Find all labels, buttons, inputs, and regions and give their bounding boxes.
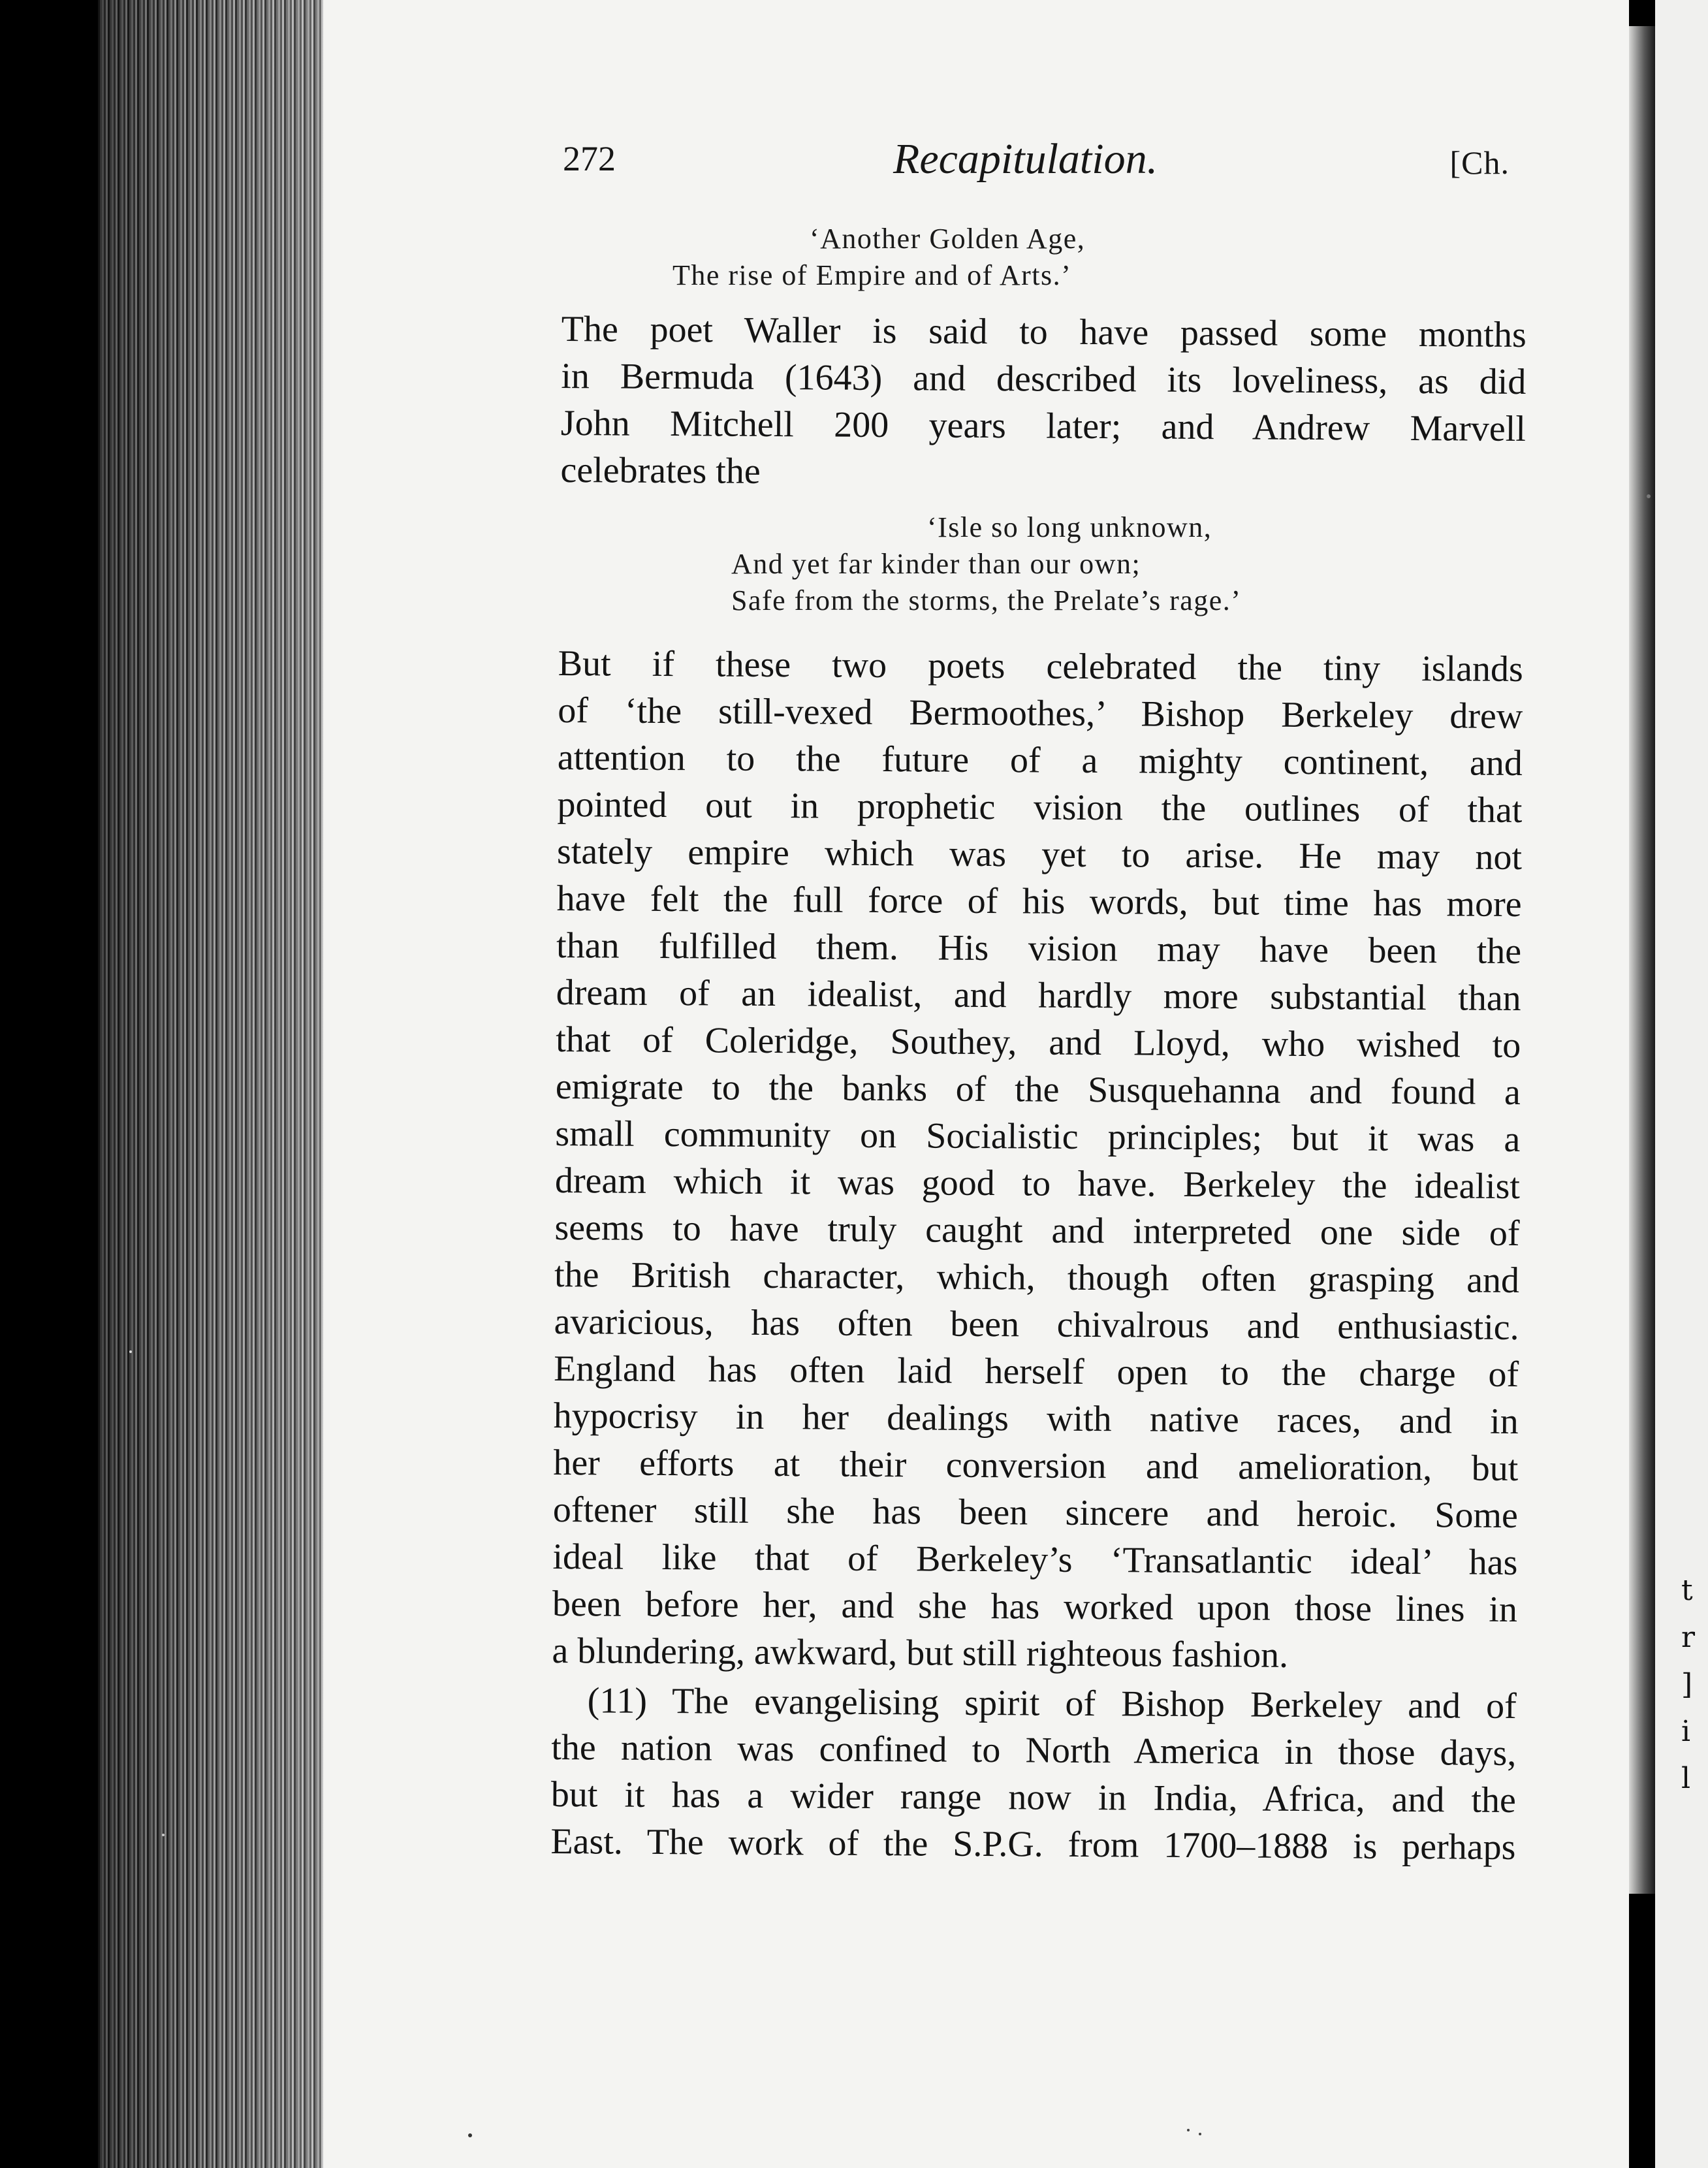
text-line: in Bermuda (1643) and described its loveliness, as did [561, 355, 1526, 403]
text-line: pointed out in prophetic vision the outlines of that [557, 784, 1523, 831]
text-line: ideal like that of Berkeley’s ‘Transatlantic ideal’ has [552, 1536, 1518, 1584]
text-line: East. The work of the S.P.G. from 1700–1888 is perhaps [550, 1821, 1516, 1868]
facing-fragment: ] [1681, 1668, 1693, 1701]
running-title: Recapitulation. [893, 135, 1158, 183]
text-line: the British character, which, though often grasping and [554, 1254, 1520, 1301]
text-line: the nation was confined to North America in those days, [551, 1727, 1517, 1774]
text-line: her efforts at their conversion and amelioration, but [553, 1442, 1519, 1490]
text-line: emigrate to the banks of the Susquehanna and found a [555, 1066, 1521, 1113]
text-line: seems to have truly caught and interpreted one side of [554, 1207, 1520, 1254]
text-line: avaricious, has often been chivalrous and enthusiastic. [554, 1301, 1519, 1348]
page-number: 272 [563, 139, 616, 178]
text-line: a blundering, awkward, but still righteous fashion. [552, 1630, 1289, 1676]
facing-fragment: l [1681, 1762, 1691, 1795]
verse-line: ‘Isle so long unknown, [927, 511, 1212, 543]
text-line: that of Coleridge, Southey, and Lloyd, who wished to [556, 1019, 1521, 1066]
facing-page-text-fragments [1681, 1567, 1701, 1894]
text-line: have felt the full force of his words, but time has more [556, 878, 1522, 925]
verse-line: And yet far kinder than our own; [731, 548, 1141, 580]
text-line: The poet Waller is said to have passed some months [561, 308, 1526, 356]
facing-fragment: r [1681, 1621, 1696, 1654]
paragraph-berkeley [552, 640, 1523, 1680]
text-line: been before her, and she has worked upon those lines in [552, 1583, 1518, 1631]
text-line: (11) The evangelising spirit of Bishop Berkeley and of [587, 1680, 1517, 1727]
verse-quote-golden-age [672, 221, 1086, 294]
verse-line: ‘Another Golden Age, [810, 223, 1086, 255]
text-line: of ‘the still-vexed Bermoothes,’ Bishop Berkeley drew [558, 690, 1523, 737]
book-gutter [1629, 26, 1655, 1894]
paragraph-evangelising [550, 1677, 1517, 1871]
text-line: dream of an idealist, and hardly more substantial than [556, 972, 1521, 1019]
facing-fragment: i [1681, 1715, 1691, 1748]
text-line: but it has a wider range now in India, Africa, and the [550, 1774, 1517, 1821]
chapter-mark: [Ch. [1449, 144, 1510, 181]
text-line: attention to the future of a mighty continent, and [557, 737, 1523, 784]
text-line: stately empire which was yet to arise. He may not [556, 831, 1523, 878]
running-head [563, 131, 1510, 183]
text-line: hypocrisy in her dealings with native races, and in [553, 1395, 1519, 1443]
facing-fragment: t [1681, 1574, 1693, 1607]
verse-quote-marvell [731, 509, 1241, 619]
text-line: oftener still she has been sincere and heroic. Some [552, 1489, 1519, 1537]
paragraph-waller [560, 306, 1526, 500]
text-line: small community on Socialistic principles; but it was a [555, 1113, 1521, 1160]
text-line: But if these two poets celebrated the tiny islands [558, 643, 1523, 690]
page-edge-shadow [98, 0, 323, 2168]
text-line: England has often laid herself open to the charge of [553, 1348, 1519, 1395]
verse-line: Safe from the storms, the Prelate’s rage.’ [731, 584, 1242, 616]
text-line: celebrates the [560, 449, 761, 492]
verse-line: The rise of Empire and of Arts.’ [672, 259, 1072, 291]
text-line: than fulfilled them. His vision may have been the [556, 925, 1522, 972]
text-line: John Mitchell 200 years later; and Andrew Marvell [560, 402, 1526, 450]
text-line: dream which it was good to have. Berkeley the idealist [554, 1160, 1521, 1207]
